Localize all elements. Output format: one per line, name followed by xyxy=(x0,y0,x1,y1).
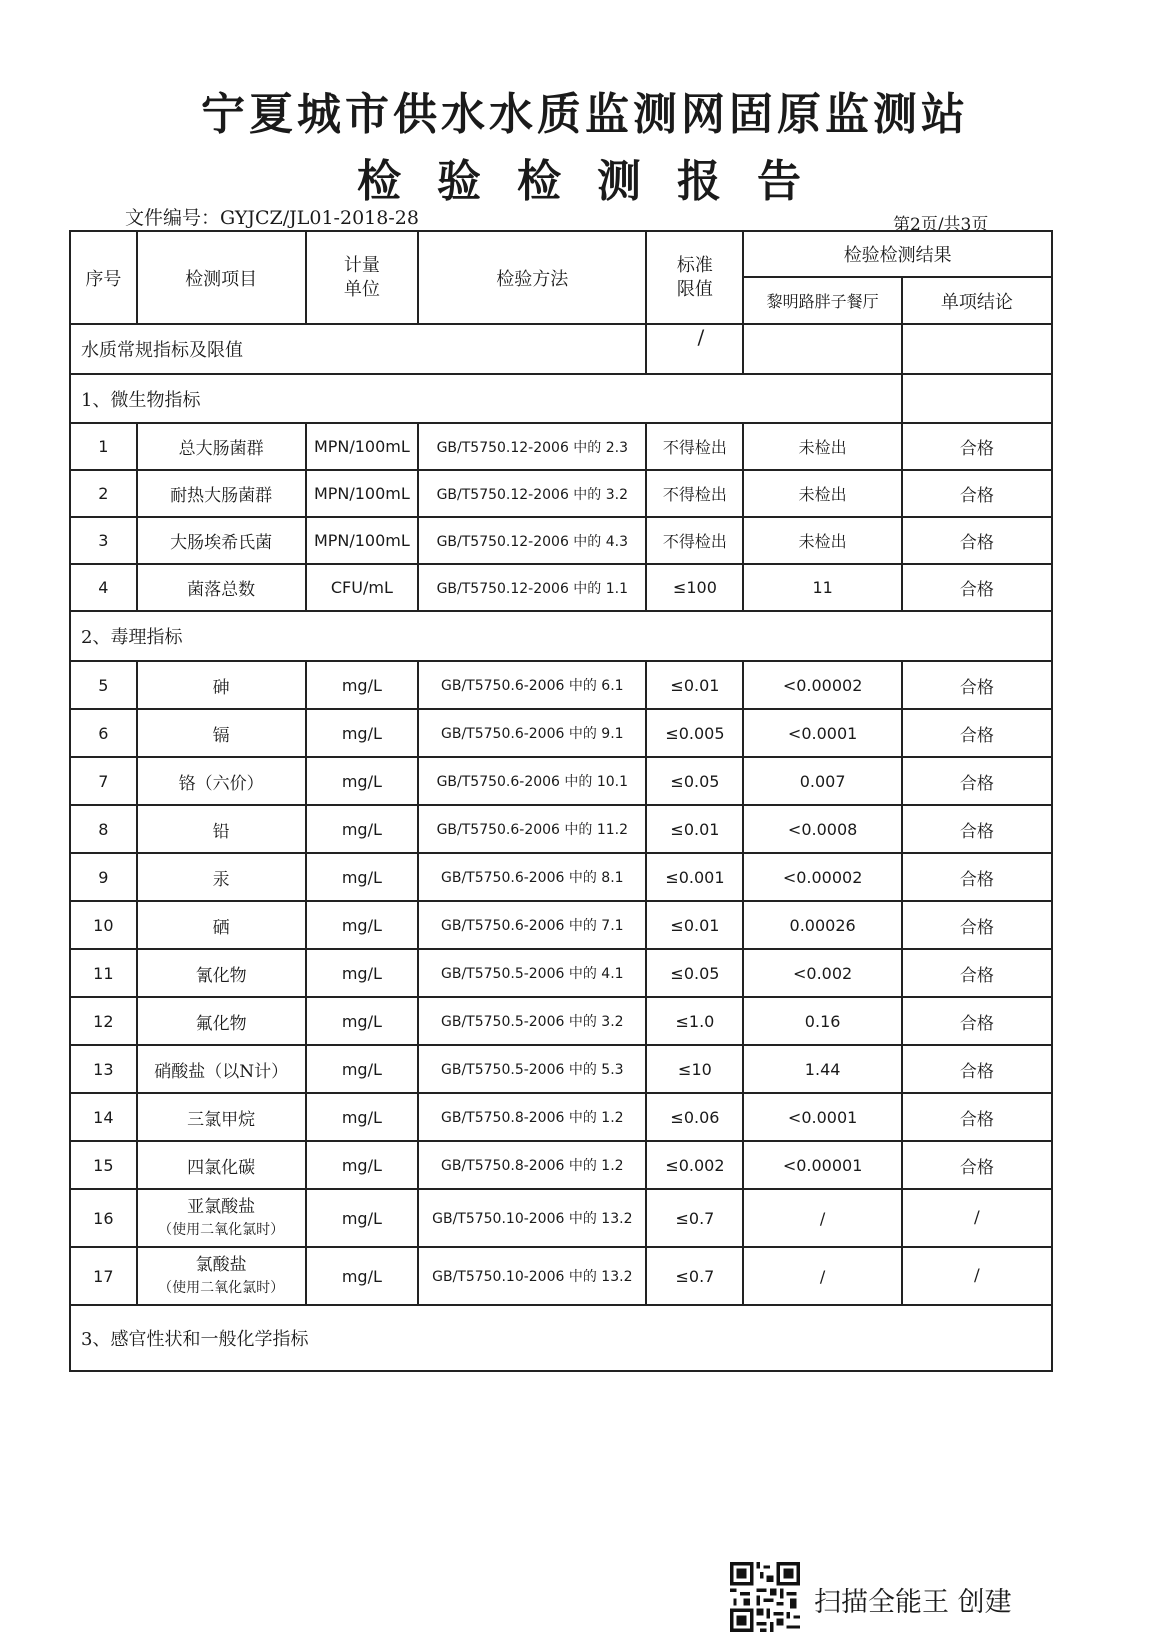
row-method: GB/T5750.5-2006 中的 3.2 xyxy=(418,997,646,1045)
header-limit xyxy=(646,231,743,324)
header-result-group: 检验检测结果 xyxy=(743,231,1052,277)
row-number: 8 xyxy=(70,805,137,853)
row-result: <0.00001 xyxy=(743,1141,901,1189)
row-item-name: 氯酸盐 xyxy=(195,1255,247,1275)
table-row xyxy=(70,423,1052,470)
table-row xyxy=(70,517,1052,564)
row-method: GB/T5750.6-2006 中的 6.1 xyxy=(418,661,646,709)
header-unit-label: 计量单位 xyxy=(343,254,380,300)
micro-rows xyxy=(70,423,1052,611)
row-number: 7 xyxy=(70,757,137,805)
header-unit xyxy=(306,231,419,324)
row-conclusion: 合格 xyxy=(902,1141,1052,1189)
row-conclusion: 合格 xyxy=(902,805,1052,853)
row-item: 四氯化碳 xyxy=(137,1141,306,1189)
row-method: GB/T5750.12-2006 中的 1.1 xyxy=(418,564,646,611)
header-seq: 序号 xyxy=(70,231,137,324)
row-number: 12 xyxy=(70,997,137,1045)
row-unit: mg/L xyxy=(306,757,419,805)
table-row xyxy=(70,709,1052,757)
row-result: 0.007 xyxy=(743,757,901,805)
row-method: GB/T5750.10-2006 中的 13.2 xyxy=(418,1189,646,1247)
limit-slash-cell xyxy=(646,324,743,374)
row-result: <0.0008 xyxy=(743,805,901,853)
row-unit: mg/L xyxy=(306,949,419,997)
row-unit: mg/L xyxy=(306,661,419,709)
table-row xyxy=(70,805,1052,853)
row-item-note: （使用二氧化氯时） xyxy=(158,1280,285,1296)
row-item: 总大肠菌群 xyxy=(137,423,306,470)
row-conclusion: 合格 xyxy=(902,423,1052,470)
tox-rows xyxy=(70,661,1052,1189)
table-row xyxy=(70,564,1052,611)
row-item: 铅 xyxy=(137,805,306,853)
row-limit: 不得检出 xyxy=(646,423,743,470)
section-main-conclusion-cell xyxy=(902,324,1052,374)
section-micro-conclusion-cell xyxy=(902,374,1052,423)
row-number: 5 xyxy=(70,661,137,709)
row-item: 菌落总数 xyxy=(137,564,306,611)
row-item-note: （使用二氧化氯时） xyxy=(158,1222,285,1238)
table-row xyxy=(70,757,1052,805)
row-number: 3 xyxy=(70,517,137,564)
page-info: 第2页/共3页 xyxy=(893,215,989,235)
row-item-name: 亚氯酸盐 xyxy=(187,1197,256,1217)
row-method: GB/T5750.6-2006 中的 9.1 xyxy=(418,709,646,757)
row-conclusion: 合格 xyxy=(902,709,1052,757)
row-number: 17 xyxy=(70,1247,137,1305)
header-conclusion: 单项结论 xyxy=(902,277,1052,324)
row-method: GB/T5750.5-2006 中的 5.3 xyxy=(418,1045,646,1093)
row-result: 0.00026 xyxy=(743,901,901,949)
row-conclusion: / xyxy=(902,1247,1052,1305)
section-main-sample-cell xyxy=(743,324,901,374)
row-item: 氟化物 xyxy=(137,997,306,1045)
section-sensory-label: 3、感官性状和一般化学指标 xyxy=(70,1305,1052,1371)
row-number: 6 xyxy=(70,709,137,757)
row-result: <0.002 xyxy=(743,949,901,997)
row-conclusion: 合格 xyxy=(902,517,1052,564)
row-item: 硒 xyxy=(137,901,306,949)
test-results-table xyxy=(69,230,1053,1372)
row-conclusion: 合格 xyxy=(902,757,1052,805)
tox-rows-chlorine xyxy=(70,1189,1052,1305)
row-unit: mg/L xyxy=(306,1141,419,1189)
table-row xyxy=(70,949,1052,997)
header-limit-label: 标准限值 xyxy=(676,254,713,300)
row-unit: MPN/100mL xyxy=(306,470,419,517)
table-row xyxy=(70,1141,1052,1189)
row-limit: ≤0.01 xyxy=(646,805,743,853)
header-sample: 黎明路胖子餐厅 xyxy=(743,277,901,324)
row-item xyxy=(137,1189,306,1247)
row-limit: ≤100 xyxy=(646,564,743,611)
section-tox-label: 2、毒理指标 xyxy=(70,611,1052,661)
row-conclusion: 合格 xyxy=(902,564,1052,611)
row-unit: mg/L xyxy=(306,709,419,757)
row-result: 0.16 xyxy=(743,997,901,1045)
row-limit: ≤0.01 xyxy=(646,661,743,709)
row-limit: ≤0.05 xyxy=(646,757,743,805)
row-method: GB/T5750.10-2006 中的 13.2 xyxy=(418,1247,646,1305)
row-limit: 不得检出 xyxy=(646,517,743,564)
row-result: / xyxy=(743,1247,901,1305)
row-item: 氰化物 xyxy=(137,949,306,997)
limit-slash: / xyxy=(697,325,705,349)
row-result: 1.44 xyxy=(743,1045,901,1093)
table-row xyxy=(70,1189,1052,1247)
row-item: 汞 xyxy=(137,853,306,901)
row-item: 硝酸盐（以N计） xyxy=(137,1045,306,1093)
scanner-footer xyxy=(730,1562,1040,1632)
row-number: 9 xyxy=(70,853,137,901)
row-method: GB/T5750.6-2006 中的 10.1 xyxy=(418,757,646,805)
row-conclusion: / xyxy=(902,1189,1052,1247)
row-number: 16 xyxy=(70,1189,137,1247)
row-unit: MPN/100mL xyxy=(306,423,419,470)
table-row xyxy=(70,661,1052,709)
row-unit: mg/L xyxy=(306,901,419,949)
row-number: 2 xyxy=(70,470,137,517)
row-unit: CFU/mL xyxy=(306,564,419,611)
row-unit: mg/L xyxy=(306,1093,419,1141)
row-result: / xyxy=(743,1189,901,1247)
row-method: GB/T5750.8-2006 中的 1.2 xyxy=(418,1093,646,1141)
report-title-line1: 宁夏城市供水水质监测网固原监测站 xyxy=(201,89,969,140)
row-method: GB/T5750.8-2006 中的 1.2 xyxy=(418,1141,646,1189)
table-row xyxy=(70,853,1052,901)
row-unit: mg/L xyxy=(306,805,419,853)
row-method: GB/T5750.5-2006 中的 4.1 xyxy=(418,949,646,997)
row-unit: mg/L xyxy=(306,997,419,1045)
qr-code-icon xyxy=(730,1562,800,1632)
row-unit: mg/L xyxy=(306,1247,419,1305)
row-number: 15 xyxy=(70,1141,137,1189)
row-limit: ≤1.0 xyxy=(646,997,743,1045)
row-limit: 不得检出 xyxy=(646,470,743,517)
row-conclusion: 合格 xyxy=(902,661,1052,709)
row-conclusion: 合格 xyxy=(902,1045,1052,1093)
row-method: GB/T5750.12-2006 中的 4.3 xyxy=(418,517,646,564)
header-item: 检测项目 xyxy=(137,231,306,324)
row-limit: ≤10 xyxy=(646,1045,743,1093)
scanner-label: 扫描全能王 创建 xyxy=(814,1587,1012,1618)
row-result: 未检出 xyxy=(743,470,901,517)
table-row xyxy=(70,1045,1052,1093)
row-method: GB/T5750.12-2006 中的 3.2 xyxy=(418,470,646,517)
row-conclusion: 合格 xyxy=(902,853,1052,901)
row-unit: MPN/100mL xyxy=(306,517,419,564)
row-item xyxy=(137,1247,306,1305)
table-row xyxy=(70,1247,1052,1305)
section-micro-label: 1、微生物指标 xyxy=(70,374,902,423)
row-limit: ≤0.05 xyxy=(646,949,743,997)
row-conclusion: 合格 xyxy=(902,1093,1052,1141)
row-limit: ≤0.7 xyxy=(646,1247,743,1305)
row-number: 10 xyxy=(70,901,137,949)
row-method: GB/T5750.6-2006 中的 11.2 xyxy=(418,805,646,853)
row-result: 未检出 xyxy=(743,423,901,470)
document-number: 文件编号：GYJCZ/JL01-2018-28 xyxy=(125,207,419,229)
section-main-label: 水质常规指标及限值 xyxy=(70,324,646,374)
table-row xyxy=(70,997,1052,1045)
row-method: GB/T5750.6-2006 中的 7.1 xyxy=(418,901,646,949)
row-limit: ≤0.005 xyxy=(646,709,743,757)
row-result: <0.00002 xyxy=(743,661,901,709)
row-conclusion: 合格 xyxy=(902,901,1052,949)
row-method: GB/T5750.12-2006 中的 2.3 xyxy=(418,423,646,470)
row-item: 耐热大肠菌群 xyxy=(137,470,306,517)
row-number: 1 xyxy=(70,423,137,470)
row-item: 镉 xyxy=(137,709,306,757)
row-number: 13 xyxy=(70,1045,137,1093)
row-conclusion: 合格 xyxy=(902,949,1052,997)
row-limit: ≤0.001 xyxy=(646,853,743,901)
row-result: <0.00002 xyxy=(743,853,901,901)
table-row xyxy=(70,470,1052,517)
row-number: 14 xyxy=(70,1093,137,1141)
row-item: 大肠埃希氏菌 xyxy=(137,517,306,564)
row-result: <0.0001 xyxy=(743,1093,901,1141)
report-title-line2: 检验检测报告 xyxy=(357,156,837,207)
row-result: <0.0001 xyxy=(743,709,901,757)
row-method: GB/T5750.6-2006 中的 8.1 xyxy=(418,853,646,901)
header-method: 检验方法 xyxy=(418,231,646,324)
row-limit: ≤0.7 xyxy=(646,1189,743,1247)
row-item: 铬（六价） xyxy=(137,757,306,805)
row-item: 三氯甲烷 xyxy=(137,1093,306,1141)
row-unit: mg/L xyxy=(306,1189,419,1247)
table-row xyxy=(70,1093,1052,1141)
row-unit: mg/L xyxy=(306,853,419,901)
row-number: 11 xyxy=(70,949,137,997)
row-item: 砷 xyxy=(137,661,306,709)
row-result: 未检出 xyxy=(743,517,901,564)
row-conclusion: 合格 xyxy=(902,470,1052,517)
table-row xyxy=(70,901,1052,949)
row-limit: ≤0.01 xyxy=(646,901,743,949)
row-result: 11 xyxy=(743,564,901,611)
row-number: 4 xyxy=(70,564,137,611)
row-limit: ≤0.002 xyxy=(646,1141,743,1189)
row-unit: mg/L xyxy=(306,1045,419,1093)
row-limit: ≤0.06 xyxy=(646,1093,743,1141)
row-conclusion: 合格 xyxy=(902,997,1052,1045)
